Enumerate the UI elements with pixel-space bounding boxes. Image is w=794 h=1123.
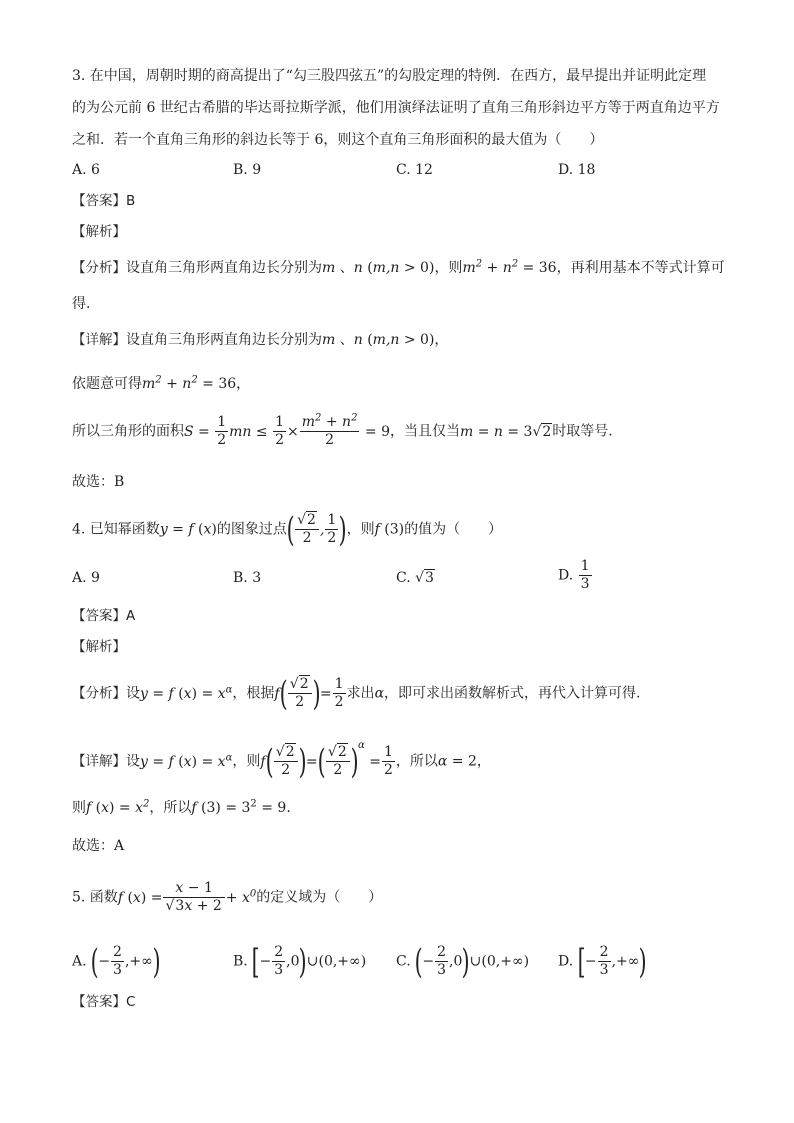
q5-option-a: A. (− $\frac{2}{3}$ ,+∞) — [72, 941, 161, 982]
q4-detail — [72, 739, 491, 782]
q3-stem-line-3: 之和．若一个直角三角形的斜边长等于 6，则这个直角三角形面积的最大值为（ ） — [72, 132, 604, 148]
q3-answer: 【答案】B — [72, 193, 136, 209]
q5-stem — [72, 880, 382, 915]
q3-area-text-b: ，当且仅当 — [389, 423, 460, 440]
q3-fenxi-text-a: 设直角三角形两直角边长分别为 — [126, 260, 322, 276]
q3-area-text-a: 所以三角形的面积 — [72, 423, 184, 440]
q4-option-d: D. $\frac{1}{3}$ — [558, 558, 590, 592]
q5-option-d: D. [− $\frac{2}{3}$ ,+∞) — [558, 941, 648, 982]
q5-option-b-label: B. — [233, 953, 248, 970]
q3-option-c: C. 12 — [396, 162, 433, 178]
q5-stem-text-b: 的定义域为（ ） — [256, 889, 383, 906]
q4-then: 则f $(x) = x^2$，所以f $(3) = 3^2 = 9$. — [72, 798, 291, 816]
q3-fenxi-formula-mn: m 、n (m,n > 0) — [322, 260, 435, 276]
q4-option-c-label: C. — [396, 570, 411, 586]
q4-detail-result: α = 2， — [437, 753, 491, 770]
q3-stem-line-1: 3. 在中国，周朝时期的商高提出了“勾三股四弦五”的勾股定理的特例．在西方，最早提出并证明此定理 — [72, 68, 707, 84]
q3-condition — [72, 374, 250, 394]
q5-option-c: C. (− $\frac{2}{3}$ ,0)∪(0,+∞) — [396, 941, 530, 982]
q4-detail-text-a: 设 — [126, 753, 140, 770]
q3-choose: 故选：B — [72, 474, 125, 490]
q3-area-formula: S = $\frac{1}{2}$ mn ≤ $\frac{1}{2}$ × $\frac{m^2 + n^2}{2}$ = 9 — [184, 412, 390, 448]
q4-fenxi-condition: f( $\frac{√2}{2}$ )= $\frac{1}{2}$ — [274, 673, 344, 714]
q4-option-b: B. 3 — [233, 570, 262, 586]
q5-option-a-label: A. — [72, 953, 87, 970]
q3-detail-text: 设直角三角形两直角边长分别为 — [126, 332, 322, 348]
q4-option-d-label: D. — [558, 567, 574, 584]
q4-option-c: C. √3 — [396, 570, 434, 586]
q4-then-func: f $(x) = x^2$ — [86, 798, 150, 816]
q3-fenxi-text-c: ，再利用基本不等式计算可 — [556, 260, 725, 276]
q3-fenxi-text-b: ，则 — [434, 260, 463, 276]
q3-analysis-heading: 【解析】 — [72, 224, 126, 240]
q3-fenxi-tag: 【分析】 — [72, 260, 126, 276]
q3-area-equality: m = n = 3√2 — [459, 423, 552, 440]
q5-stem-text-a: 5. 函数 — [72, 889, 118, 906]
q3-detail — [72, 330, 448, 350]
q3-condition-text: 依题意可得 — [72, 376, 142, 392]
q4-stem-function: y = f (x) — [159, 521, 217, 538]
q3-fenxi — [72, 258, 725, 278]
q4-then-text-a: 则 — [72, 800, 86, 816]
q4-answer: 【答案】A — [72, 608, 136, 624]
q3-condition-formula: $m^2 + n^2 = 36$， — [142, 374, 251, 392]
q4-then-value: f $(3) = 3^2 = 9$ — [191, 798, 287, 816]
q4-fenxi-text-c: 求出 — [346, 685, 375, 702]
q5-stem-function: f (x) = $\frac{x - 1}{√3x + 2}$ + $x^0$ — [117, 880, 257, 914]
q4-stem-text-b: 的图象过点 — [216, 521, 287, 538]
q4-option-a: A. 9 — [72, 570, 100, 586]
q3-area — [72, 414, 613, 449]
q4-fenxi-text-d: ，即可求出函数解析式，再代入计算可得. — [384, 685, 641, 702]
q4-fenxi-alpha: α — [374, 685, 385, 702]
q5-option-b: B. [− $\frac{2}{3}$ ,0)∪(0,+∞) — [233, 941, 367, 982]
q4-detail-equation: f( $\frac{√2}{2}$ )=( $\frac{√2}{2}$ )$^\alpha$ = $\frac{1}{2}$ — [260, 739, 393, 782]
q3-fenxi-cont: 得. — [72, 296, 91, 312]
q4-fenxi-def: y = f $(x) = x^\alpha$ — [140, 683, 233, 702]
q3-option-b: B. 9 — [233, 162, 262, 178]
q3-fenxi-formula-sum: $m^2 + n^2 = 36$ — [462, 258, 557, 276]
q4-stem — [72, 509, 503, 550]
q4-detail-text-b: ，则 — [232, 753, 261, 770]
q3-detail-tag: 【详解】 — [72, 332, 126, 348]
q4-detail-def: y = f $(x) = x^\alpha$ — [140, 751, 233, 770]
q4-stem-text-d: 的值为（ ） — [404, 521, 503, 538]
q5-answer: 【答案】C — [72, 994, 136, 1010]
q4-fenxi-tag: 【分析】 — [72, 685, 126, 702]
q5-option-d-label: D. — [558, 953, 574, 970]
q4-fenxi-text-a: 设 — [126, 685, 140, 702]
q4-stem-point: ( $\frac{√2}{2}$ , $\frac{1}{2}$ ) — [286, 509, 347, 550]
q3-option-a: A. 6 — [72, 162, 100, 178]
q4-fenxi-text-b: ，根据 — [232, 685, 275, 702]
q4-then-text-b: ，所以 — [149, 800, 192, 816]
q4-choose: 故选：A — [72, 838, 125, 854]
q4-stem-text-a: 4. 已知幂函数 — [72, 521, 160, 538]
q4-fenxi — [72, 673, 641, 714]
q3-stem-line-2: 的为公元前 6 世纪古希腊的毕达哥拉斯学派，他们用演绎法证明了直角三角形斜边平方等于两直角边平方 — [72, 100, 720, 116]
q3-detail-formula: m 、n (m,n > 0)， — [322, 332, 449, 348]
q3-option-d: D. 18 — [558, 162, 596, 178]
q4-analysis-heading: 【解析】 — [72, 639, 126, 655]
q3-area-text-c: 时取等号. — [552, 423, 613, 440]
q4-detail-tag: 【详解】 — [72, 753, 126, 770]
q4-stem-f3: f (3) — [374, 521, 405, 538]
q4-stem-text-c: ，则 — [346, 521, 375, 538]
q5-option-c-label: C. — [396, 953, 411, 970]
q4-detail-text-c: ，所以 — [395, 753, 438, 770]
